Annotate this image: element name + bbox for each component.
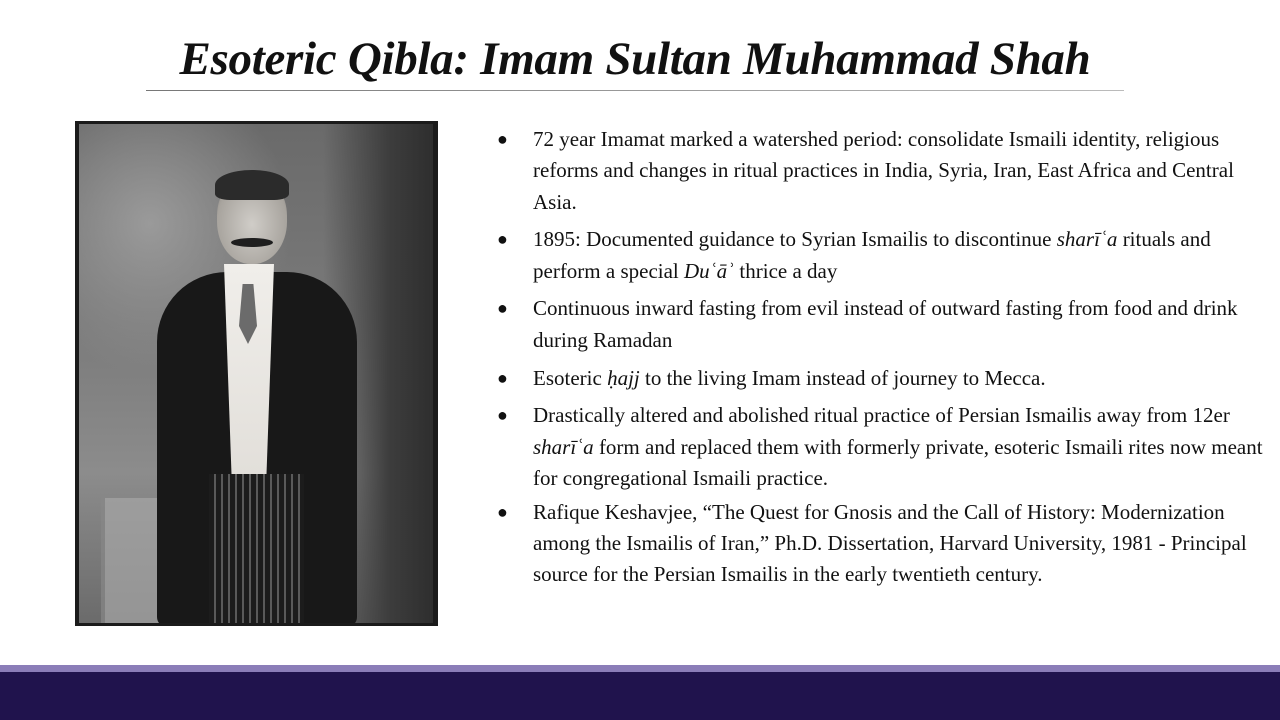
italic-term: Duʿāʾ [684,258,735,283]
slide-title: Esoteric Qibla: Imam Sultan Muhammad Shah [179,33,1091,85]
footer-bar [0,672,1280,720]
bullet-text: Rafique Keshavjee, “The Quest for Gnosis and the Call of History: Modernization among the Ismailis of Iran,” Ph.D. Dissertation, Harvard University, 1981 - Principal source for the Persian Ismailis in the early twentieth century. [533,499,1247,587]
bullet-icon: ● [497,405,508,426]
bullet-text: form and replaced them with formerly private, esoteric Ismaili rites now meant for congregational Ismaili practice. [533,434,1263,490]
footer-accent-stripe [0,665,1280,672]
bullet-item [497,400,1280,494]
portrait-photo [79,124,433,623]
italic-term: ḥajj [607,365,640,390]
bullet-item [497,224,1280,287]
hair [215,170,289,200]
bullet-text: 72 year Imamat marked a watershed period: consolidate Ismaili identity, religious reforms and changes in ritual practices in India, Syria, Iran, East Africa and Central Asia. [533,127,1234,214]
bullet-icon: ● [497,229,508,250]
bullet-list [497,124,1280,597]
bullet-text: rituals and perform a special [533,227,1211,283]
bullet-item [497,124,1280,218]
bullet-icon: ● [497,298,508,319]
bullet-item-citation [497,497,1280,591]
bullet-item [497,363,1280,394]
bullet-text: 1895: Documented guidance to Syrian Ismailis to discontinue [533,227,1057,252]
mustache [231,238,273,247]
bullet-text: Esoteric [533,365,608,390]
bullet-icon: ● [497,367,508,388]
bullet-text: thrice a day [734,258,838,283]
trousers [209,474,304,623]
bullet-text: Drastically altered and abolished ritual practice of Persian Ismailis away from 12er [533,403,1230,428]
bullet-icon: ● [497,129,508,149]
italic-term: sharīʿa [1056,227,1118,252]
portrait-image [75,121,438,626]
italic-term: sharīʿa [533,434,594,459]
bullet-item [497,293,1280,356]
title-divider [146,90,1124,91]
bullet-text: Continuous inward fasting from evil instead of outward fasting from food and drink during Ramadan [533,296,1238,352]
bullet-icon: ● [497,501,508,522]
bullet-text: to the living Imam instead of journey to Mecca. [639,365,1046,390]
